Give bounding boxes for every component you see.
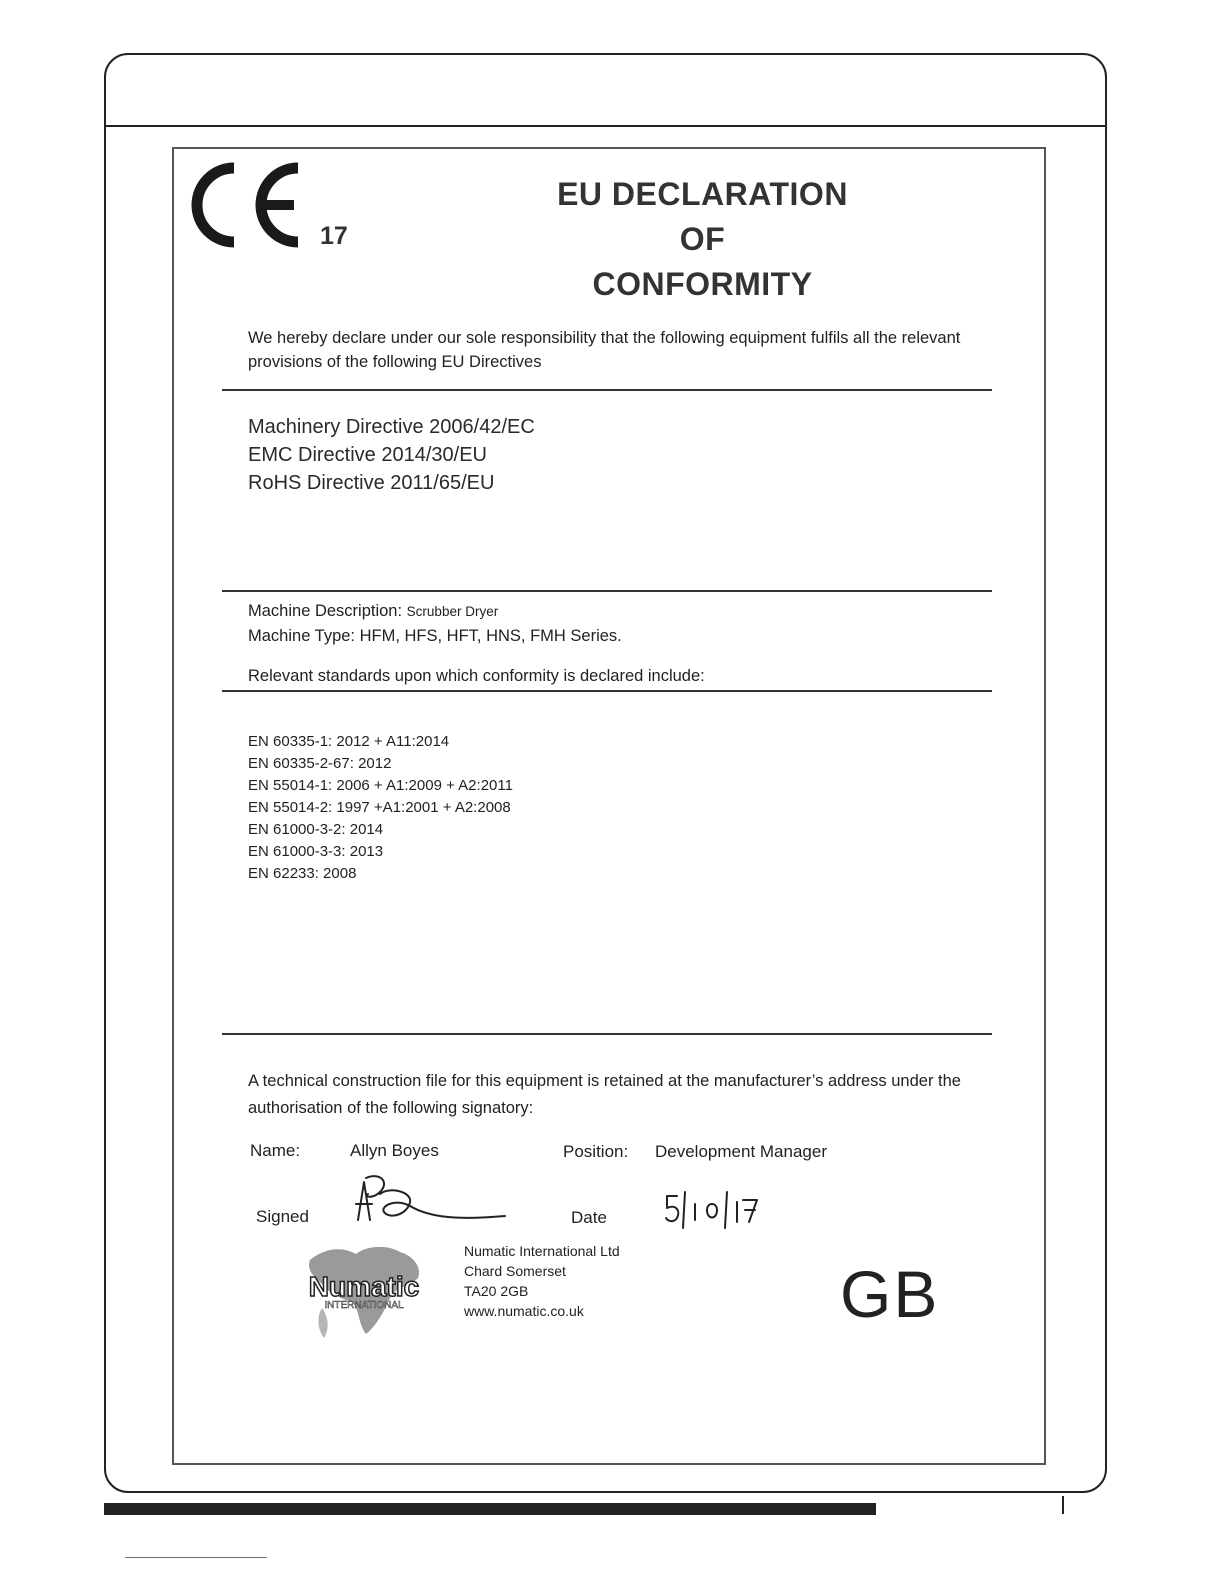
standard-item: EN 61000-3-2: 2014 — [248, 821, 384, 838]
website-link[interactable]: www.numatic.co.uk — [464, 1303, 584, 1319]
standard-item: EN 60335-2-67: 2012 — [248, 755, 392, 772]
standards-intro: Relevant standards upon which conformity is declared include: — [248, 667, 705, 685]
standard-item: EN 61000-3-3: 2013 — [248, 843, 384, 860]
position-value: Development Manager — [655, 1142, 827, 1161]
title-line-3: CONFORMITY — [592, 266, 813, 302]
logo-sub-text: INTERNATIONAL — [324, 1300, 404, 1311]
directive-item: EMC Directive 2014/30/EU — [248, 444, 487, 466]
standard-item: EN 55014-1: 2006 + A1:2009 + A2:2011 — [248, 777, 513, 794]
address-line: Chard Somerset — [464, 1263, 566, 1279]
standard-item: EN 62233: 2008 — [248, 865, 357, 882]
position-label: Position: — [563, 1142, 629, 1161]
ce-mark-year: 17 — [320, 222, 348, 250]
divider — [222, 389, 992, 391]
standard-item: EN 60335-1: 2012 + A11:2014 — [248, 733, 450, 750]
divider — [222, 1033, 992, 1035]
handwritten-date — [663, 1190, 773, 1230]
technical-file-statement: A technical construction file for this equipment is retained at the manufacturer’s address under the authorisation of the following signatory: — [248, 1072, 961, 1117]
footer-bar — [104, 1503, 876, 1515]
signed-label: Signed — [256, 1207, 309, 1226]
logo-brand-text: Numatic — [308, 1271, 420, 1302]
title-line-2: OF — [679, 221, 726, 257]
country-code: GB — [840, 1257, 940, 1331]
directive-item: Machinery Directive 2006/42/EC — [248, 416, 535, 438]
name-value: Allyn Boyes — [350, 1141, 439, 1160]
machine-description-label: Machine Description: — [248, 602, 403, 620]
machine-type: Machine Type: HFM, HFS, HFT, HNS, FMH Series. — [248, 627, 622, 645]
name-label: Name: — [250, 1141, 301, 1160]
handwritten-signature — [350, 1168, 510, 1236]
standard-item: EN 55014-2: 1997 +A1:2001 + A2:2008 — [248, 799, 511, 816]
ce-mark-logo — [188, 160, 308, 250]
declaration-intro: We hereby declare under our sole responsibility that the following equipment fulfils all the relevant provisions of the following EU Directives — [248, 329, 961, 371]
header-band — [104, 53, 1107, 127]
directive-item: RoHS Directive 2011/65/EU — [248, 472, 495, 494]
machine-description — [248, 602, 498, 621]
machine-description-value: Scrubber Dryer — [406, 604, 499, 619]
footer-tick — [1062, 1496, 1064, 1514]
numatic-logo — [300, 1238, 428, 1342]
divider — [222, 690, 992, 692]
title-line-1: EU DECLARATION — [557, 176, 848, 212]
footer-link-underline — [125, 1557, 267, 1558]
divider — [222, 590, 992, 592]
address-line: TA20 2GB — [464, 1283, 529, 1299]
date-label: Date — [571, 1208, 607, 1227]
address-line: Numatic International Ltd — [464, 1243, 620, 1259]
